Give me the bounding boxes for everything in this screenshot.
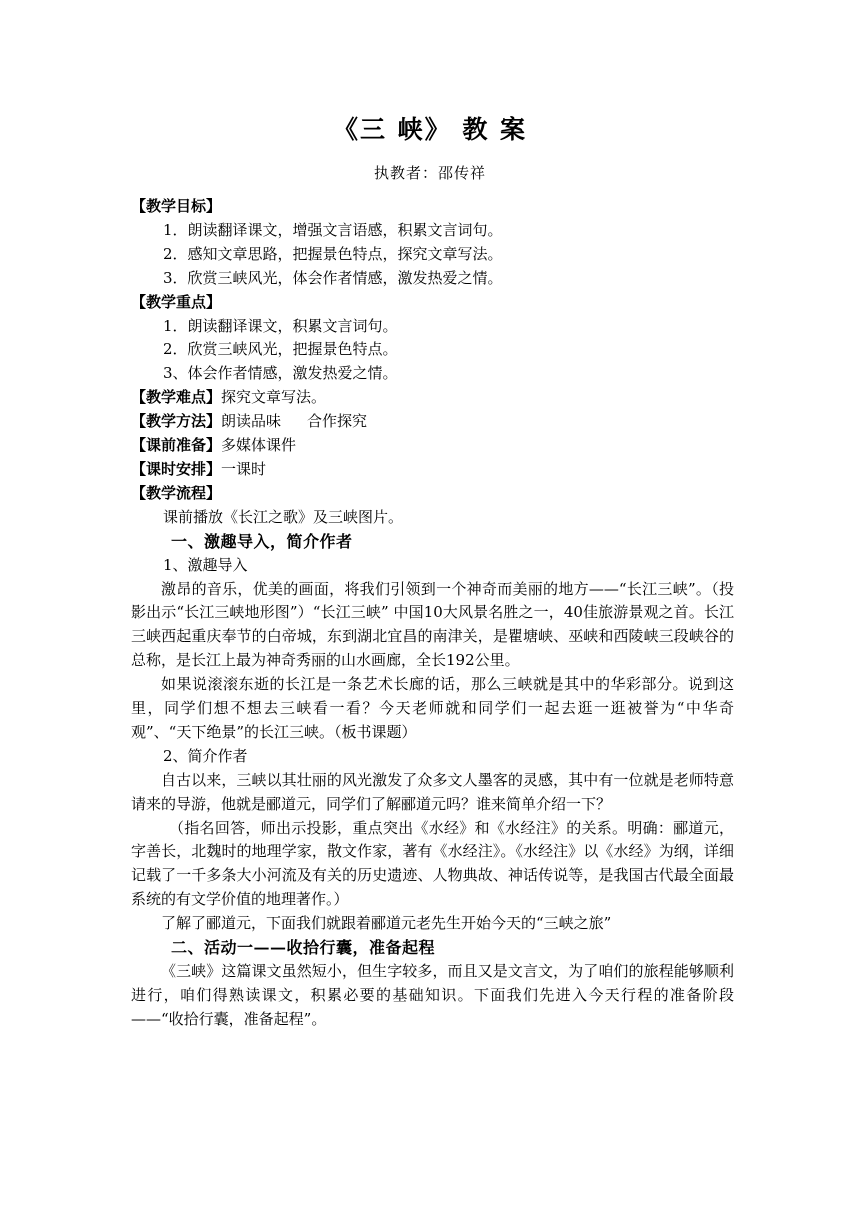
paragraph-4: （指名回答，师出示投影，重点突出《水经》和《水经注》的关系。明确：郦道元，字善长，北魏时的地理学家，散文作家，著有《水经注》。《水经注》以《水经》为纲，详细记载了一千多条大小河流及有关的历史遗迹、人物典故、神话传说等，是我国古代最全面最系统的有文学价值的地理著作。） <box>131 818 734 909</box>
paragraph-5: 了解了郦道元，下面我们就跟着郦道元老先生开始今天的“三峡之旅” <box>161 914 612 933</box>
flow-heading: 【教学流程】 <box>131 483 222 502</box>
paragraph-6: 《三峡》这篇课文虽然短小，但生字较多，而且又是文言文，为了咱们的旅程能够顺利进行，咱们得熟读课文，积累必要的基础知识。下面我们先进入今天行程的准备阶段——“收拾行囊，准备起程”。 <box>131 962 734 1028</box>
paragraph-3: 自古以来，三峡以其壮丽的风光激发了众多文人墨客的灵感，其中有一位就是老师特意请来的导游，他就是郦道元，同学们了解郦道元吗？谁来简单介绍一下？ <box>131 770 734 813</box>
document-body <box>131 195 734 1032</box>
method-heading: 【教学方法】 <box>131 412 222 431</box>
difficulty-heading: 【教学难点】 <box>131 388 222 407</box>
goal-item: 2．感知文章思路，把握景色特点，探究文章写法。 <box>163 244 503 263</box>
focus-item: 1．朗读翻译课文，积累文言词句。 <box>163 316 398 335</box>
section-heading-1: 一、激趣导入，简介作者 <box>171 531 353 551</box>
paragraph-1: 激昂的音乐，优美的画面，将我们引领到一个神奇而美丽的地方——“长江三峡”。（投影出示“长江三峡地形图”）“长江三峡” 中国10大风景名胜之一，40佳旅游景观之首。长江三峡西起重庆奉节的白帝城，东到湖北宜昌的南津关，是瞿塘峡、巫峡和西陵峡三段峡谷的总称，是长江上最为神奇秀丽的山水画廊，全长192公里。 <box>131 579 734 670</box>
prep-text: 多媒体课件 <box>221 436 297 455</box>
section-heading-2: 二、活动一——收拾行囊，准备起程 <box>171 938 436 958</box>
goal-item: 1．朗读翻译课文，增强文言语感，积累文言词句。 <box>163 220 503 239</box>
focus-heading: 【教学重点】 <box>131 292 222 311</box>
schedule-row <box>131 458 734 482</box>
author-line: 执教者：邵传祥 <box>373 164 486 182</box>
difficulty-text: 探究文章写法。 <box>221 388 327 407</box>
schedule-heading: 【课时安排】 <box>131 459 222 478</box>
subheading-1: 1、激趣导入 <box>163 555 248 574</box>
schedule-text: 一课时 <box>221 459 267 478</box>
document-title: 《三 峡》 教 案 <box>332 115 528 144</box>
method-row <box>131 410 734 434</box>
flow-intro: 课前播放《长江之歌》及三峡图片。 <box>163 507 404 526</box>
goals-heading: 【教学目标】 <box>131 197 222 215</box>
prep-row <box>131 434 734 458</box>
subheading-2: 2、简介作者 <box>163 746 248 765</box>
focus-item: 2．欣赏三峡风光，把握景色特点。 <box>163 340 398 359</box>
method-text-2: 合作探究 <box>307 412 368 431</box>
paragraph-2: 如果说滚滚东逝的长江是一条艺术长廊的话，那么三峡就是其中的华彩部分。说到这里，同学们想不想去三峡看一看？今天老师就和同学们一起去逛一逛被誉为“中华奇观”、“天下绝景”的长江三峡。（板书课题） <box>131 675 734 741</box>
focus-item: 3、体会作者情感，激发热爱之情。 <box>163 364 398 383</box>
method-text-1: 朗读品味 <box>221 412 282 431</box>
goal-item: 3．欣赏三峡风光，体会作者情感，激发热爱之情。 <box>163 268 503 287</box>
difficulty-row <box>131 386 734 410</box>
prep-heading: 【课前准备】 <box>131 436 222 455</box>
